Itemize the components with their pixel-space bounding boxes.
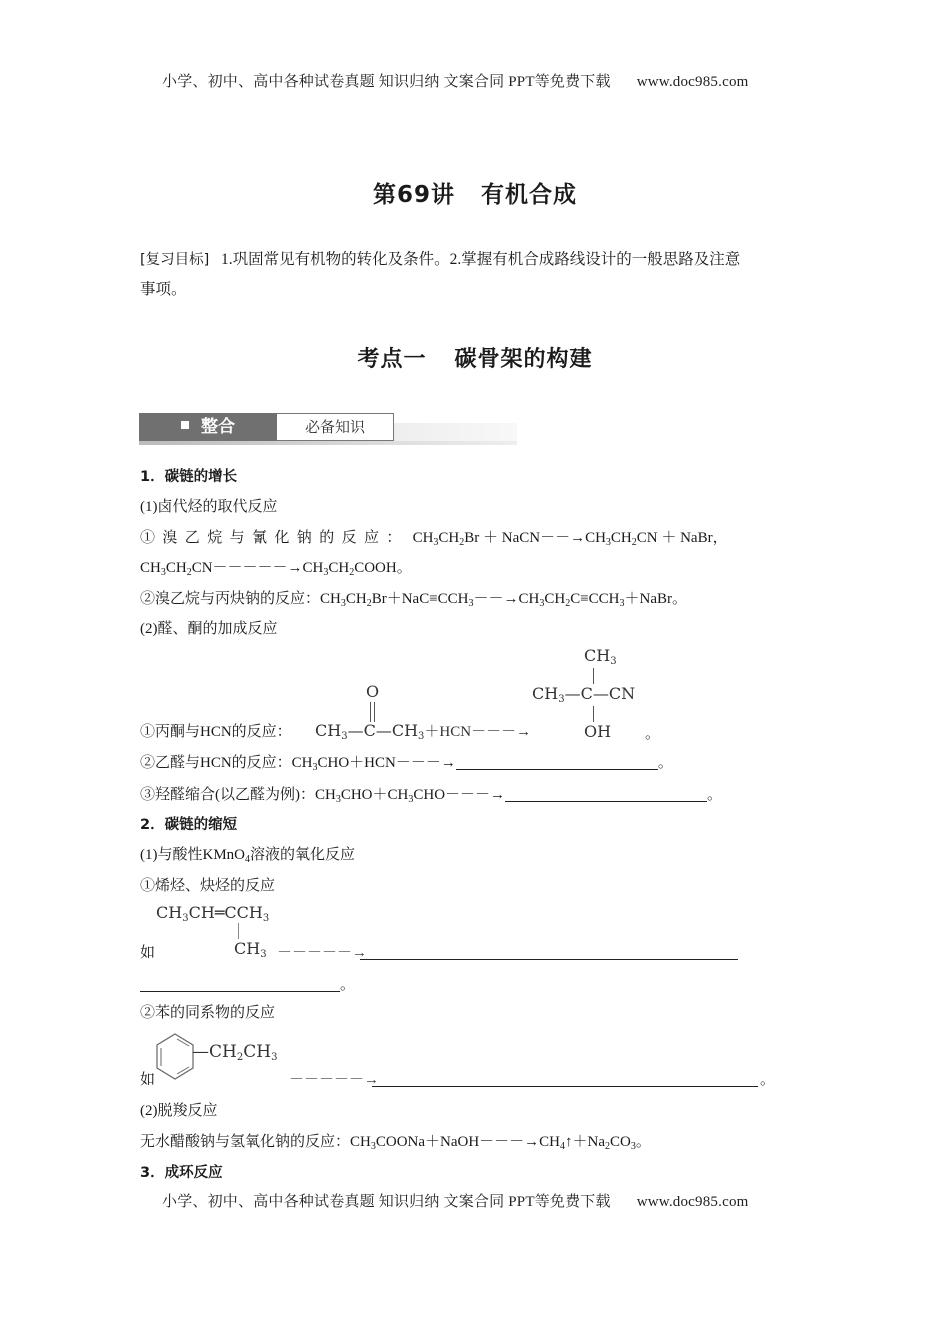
acetone-structure: O $CH_3—C—CH_3+HCN---\to$ [315, 682, 532, 742]
heading-chain-shortening: 2．碳链的缩短 [140, 817, 238, 833]
dashed-arrow-icon: －－－－－→ [277, 945, 368, 961]
reaction-4: ②乙醛与HCN的反应：$CH_3CHO+HCN---\to$ 。 [140, 755, 673, 773]
section-topic: 碳骨架的构建 [454, 347, 593, 372]
band-integrate [139, 413, 277, 441]
band-knowledge: 必备知识 [277, 413, 394, 441]
reaction-3-label: ①丙酮与HCN的反应： [140, 724, 292, 740]
reaction-1-equation: $CH_3CH_2Br$ ＋ $NaCN--\to CH_3CH_2CN$ ＋ NaBr， [412, 530, 728, 548]
review-tag: [复习目标] [140, 252, 210, 268]
review-text-2: 事项。 [140, 281, 187, 298]
sub-decarboxylation: (2)脱羧反应 [140, 1103, 218, 1119]
methylbutene-structure: $CH_3CH═CCH_3$ $CH_3$ [156, 903, 270, 960]
reaction-2-label: ②溴乙烷与丙炔钠的反应： [140, 591, 321, 607]
header-banner [162, 70, 749, 91]
ethylbenzene-structure: $—CH_2CH_3$ [155, 1032, 305, 1087]
footer-text: 小学、初中、高中各种试卷真题 知识归纳 文案合同 PPT等免费下载 [162, 1194, 611, 1210]
review-text-1: 1.巩固常见有机物的转化及条件。2.掌握有机合成路线设计的一般思路及注意 [220, 251, 741, 268]
dashed-arrow-icon: －－－－－→ [289, 1072, 380, 1088]
period: 。 [645, 726, 661, 742]
answer-blank-6a[interactable] [360, 943, 738, 960]
footer-url[interactable]: www.doc985.com [636, 1194, 749, 1210]
band-shadow [139, 441, 517, 445]
reaction-1-continued: $CH_3CH_2CN-----\to CH_3CH_2COOH$。 [140, 560, 412, 578]
reaction-1-label: ①溴乙烷与氰化钠的反应： [140, 530, 409, 546]
section-label: 考点一 [357, 347, 427, 372]
sub-aldehyde-ketone-addition: (2)醛、酮的加成反应 [140, 621, 278, 637]
heading-chain-growth: 1．碳链的增长 [140, 469, 238, 485]
reaction-7-label: ②苯的同系物的反应 [140, 1005, 276, 1021]
sub-halide-substitution: (1)卤代烃的取代反应 [140, 499, 278, 515]
sub-kmno4-oxidation: (1)与酸性KMnO$_4$溶液的氧化反应 [140, 847, 356, 865]
banner-url[interactable]: www.doc985.com [636, 74, 749, 90]
square-bullet-icon [181, 421, 189, 429]
footer-banner [162, 1190, 749, 1211]
heading-ring-formation: 3．成环反应 [140, 1165, 223, 1181]
reaction-5: ③羟醛缩合(以乙醛为例)：$CH_3CHO+CH_3CHO---\to$ 。 [140, 787, 723, 805]
answer-blank-4[interactable] [456, 753, 658, 770]
review-goals [140, 245, 810, 305]
reaction-6-continued: 。 [140, 975, 355, 995]
reaction-6-label: ①烯烃、炔烃的反应 [140, 878, 276, 894]
lecture-topic: 有机合成 [481, 182, 577, 208]
band-integrate-label: 整合 [201, 417, 235, 437]
reaction-2-equation: $CH_3CH_2Br+NaC\equiv CCH_3--\to CH_3CH_2C\equiv CCH_3+NaBr$。 [320, 591, 688, 609]
reaction-6: 如 －－－－－→ [140, 943, 740, 963]
answer-blank-7[interactable] [372, 1070, 758, 1087]
answer-blank-6b[interactable] [140, 975, 340, 992]
knowledge-band [139, 413, 517, 445]
reaction-1 [140, 528, 810, 548]
cyanohydrin-structure: $CH_3$ $CH_3—C—CN$ OH [532, 646, 636, 741]
answer-blank-5[interactable] [505, 785, 707, 802]
reaction-7: 如 －－－－－→ 。 [140, 1072, 776, 1088]
section-title [0, 342, 950, 373]
reaction-2 [140, 589, 687, 609]
lecture-number: 第69讲 [372, 182, 455, 208]
reaction-8: 无水醋酸钠与氢氧化钠的反应：$CH_3COONa+NaOH---\to CH_4↑+Na_2CO_3$。 [140, 1134, 651, 1152]
banner-text: 小学、初中、高中各种试卷真题 知识归纳 文案合同 PPT等免费下载 [162, 74, 611, 90]
page-title [0, 176, 950, 209]
